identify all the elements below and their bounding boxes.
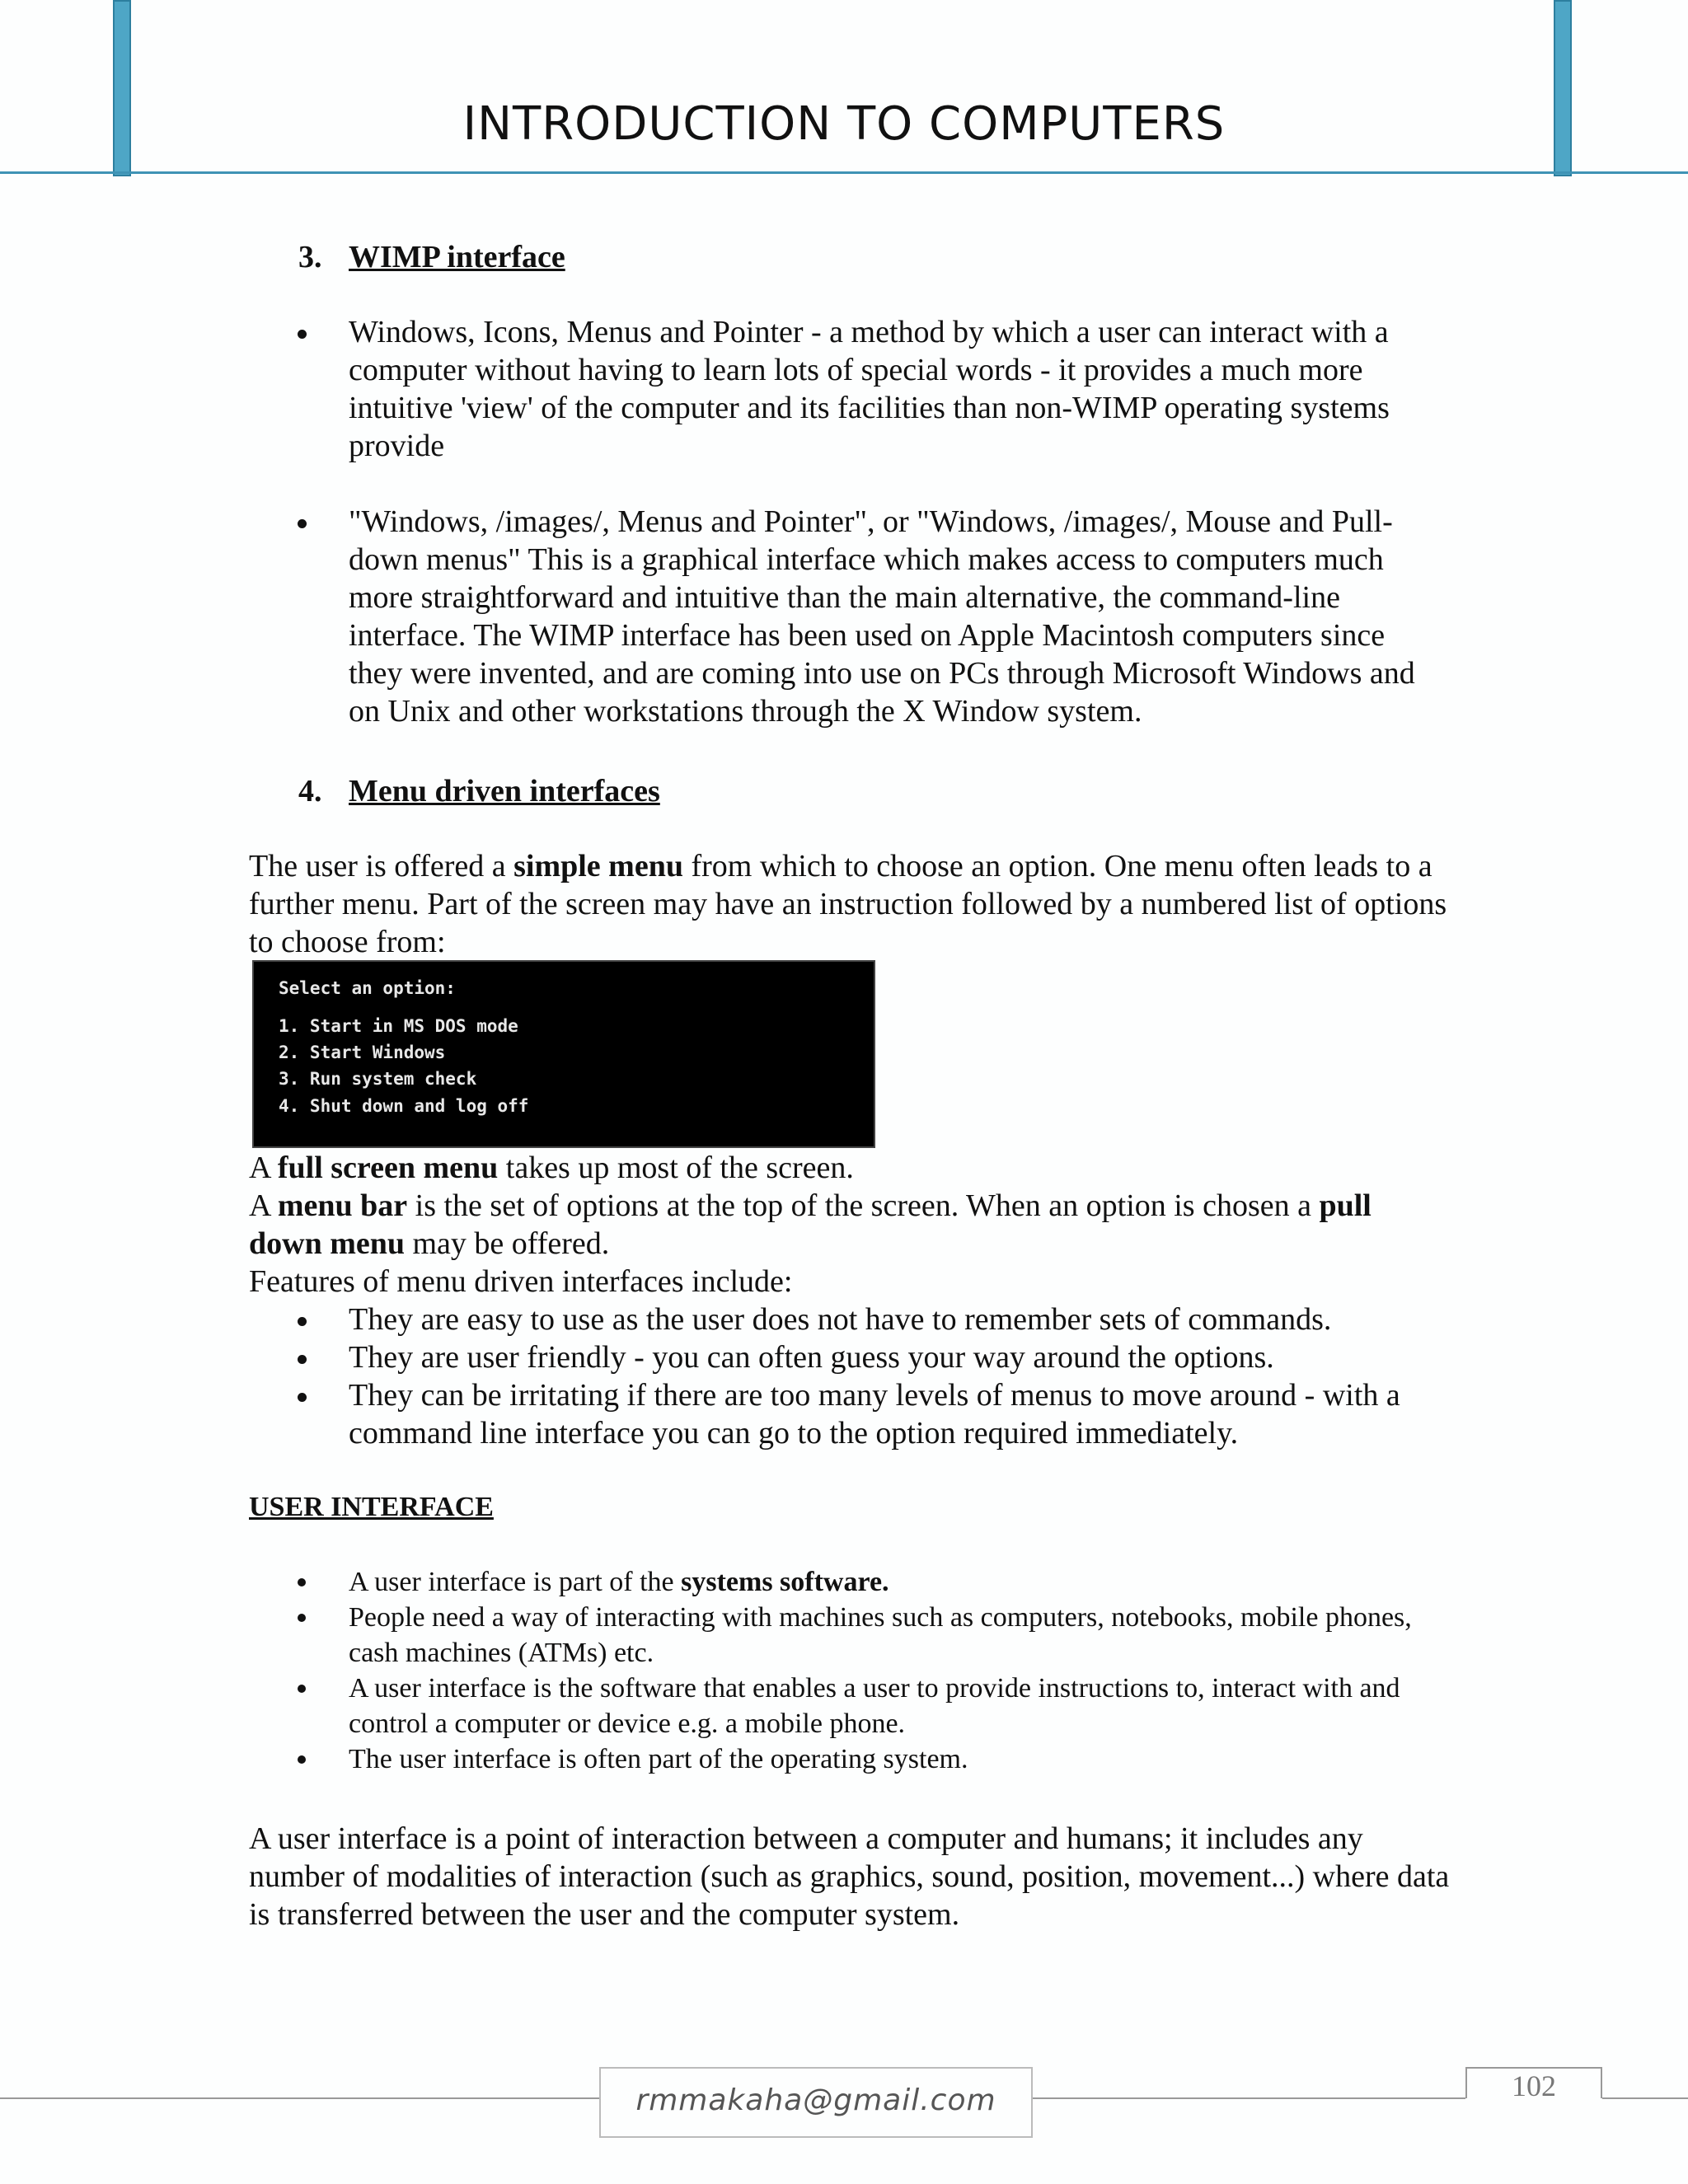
section-4-number: 4. <box>298 774 322 808</box>
intro-text-b: from which to choose an option. One menu often leads to a further menu. Part of the screen may have an instruction followed by a numbered list of options to choose from: <box>249 849 1447 959</box>
terminal-option-2: 2. Start Windows <box>279 1043 446 1062</box>
bullet-icon <box>298 1685 306 1693</box>
mb-text-c: may be offered. <box>405 1226 610 1261</box>
bullet-icon <box>298 1614 306 1622</box>
intro-text-a: The user is offered a <box>249 849 514 883</box>
list-item <box>293 1564 1447 1600</box>
section-3-number: 3. <box>298 240 322 274</box>
menu-screenshot <box>252 960 875 1148</box>
menu-intro-paragraph <box>249 847 1452 961</box>
mb-bold-menu-bar: menu bar <box>277 1188 408 1223</box>
ui-bullet-3-text: A user interface is the software that enables a user to provide instructions to, interact with and control a computer or device e.g. a mobile phone. <box>349 1673 1400 1739</box>
wimp-bullet-2-text: "Windows, /images/, Menus and Pointer", or "Windows, /images/, Mouse and Pull-down menus" This is a graphical interface which makes access to computers much more straightforward and intuitive than the main alternative, the command-line interface. The WIMP interface has been used on Apple Macintosh computers since they were invented, and are coming into use on PCs through Microsoft Windows and on Unix and other workstations through the X Window system. <box>349 504 1415 729</box>
terminal-option-1: 1. Start in MS DOS mode <box>279 1016 518 1036</box>
list-item <box>293 1301 1447 1338</box>
menu-bar-paragraph <box>249 1187 1452 1263</box>
terminal-option-4: 4. Shut down and log off <box>279 1096 529 1116</box>
ui-b1-bold: systems software. <box>681 1567 889 1597</box>
features-intro: Features of menu driven interfaces include: <box>249 1264 793 1299</box>
features-list <box>293 1301 1447 1452</box>
fs-bold: full screen menu <box>277 1151 499 1185</box>
fs-text-a: A <box>249 1151 278 1185</box>
intro-bold-simple-menu: simple menu <box>513 849 683 883</box>
list-item <box>293 1741 1447 1777</box>
full-screen-menu-paragraph <box>249 1149 1452 1187</box>
list-item <box>293 1338 1447 1376</box>
footer-email-box <box>599 2067 1033 2138</box>
page-number: 102 <box>1512 2069 1556 2102</box>
section-3-bullet-list <box>293 313 1447 730</box>
user-interface-list <box>293 1564 1447 1777</box>
closing-paragraph: A user interface is a point of interaction between a computer and humans; it includes any number of modalities of interaction (such as graphics, sound, position, movement...) where data is transferred between the user and the computer system. <box>249 1821 1450 1932</box>
bullet-icon <box>298 1578 306 1586</box>
ui-bullet-1-text <box>349 1567 889 1597</box>
fs-text-b: takes up most of the screen. <box>498 1151 854 1185</box>
list-item <box>293 503 1447 730</box>
list-item <box>293 1671 1447 1741</box>
footer-rule-left <box>0 2097 599 2099</box>
wimp-bullet-1-text: Windows, Icons, Menus and Pointer - a method by which a user can interact with a computer without having to learn lots of special words - it provides a much more intuitive 'view' of the computer and its facilities than non-WIMP operating systems provide <box>349 315 1390 463</box>
page-title: INTRODUCTION TO COMPUTERS <box>462 97 1226 151</box>
list-item <box>293 313 1447 465</box>
bullet-icon <box>298 1393 307 1402</box>
terminal-option-3: 3. Run system check <box>279 1069 477 1089</box>
mb-bold-pull-down: pull down menu <box>249 1188 1372 1261</box>
feature-2-text: They are user friendly - you can often guess your way around the options. <box>349 1340 1274 1375</box>
user-interface-heading: USER INTERFACE <box>249 1492 494 1522</box>
list-item <box>293 1600 1447 1671</box>
ui-bullet-4-text: The user interface is often part of the operating system. <box>349 1744 968 1774</box>
section-3-title: WIMP interface <box>349 240 565 274</box>
header-rule <box>0 171 1688 174</box>
bullet-icon <box>298 1317 307 1326</box>
ui-b1-text: A user interface is part of the <box>349 1567 682 1597</box>
bullet-icon <box>298 519 307 528</box>
mb-text-a: A <box>249 1188 278 1223</box>
feature-3-text: They can be irritating if there are too many levels of menus to move around - with a command line interface you can go to the option required immediately. <box>349 1378 1400 1451</box>
list-item <box>293 1376 1447 1452</box>
feature-1-text: They are easy to use as the user does not have to remember sets of commands. <box>349 1302 1332 1337</box>
ui-bullet-2-text: People need a way of interacting with machines such as computers, notebooks, mobile phones, cash machines (ATMs) etc. <box>349 1602 1412 1668</box>
footer-rule-middle <box>1033 2097 1465 2099</box>
section-4-title: Menu driven interfaces <box>349 774 660 808</box>
bullet-icon <box>298 330 307 339</box>
footer-email: rmmakaha@gmail.com <box>635 2083 996 2117</box>
footer-rule-right <box>1602 2097 1688 2099</box>
terminal-prompt: Select an option: <box>279 978 456 998</box>
bullet-icon <box>298 1755 306 1764</box>
mb-text-b: is the set of options at the top of the screen. When an option is chosen a <box>407 1188 1320 1223</box>
bullet-icon <box>298 1355 307 1364</box>
